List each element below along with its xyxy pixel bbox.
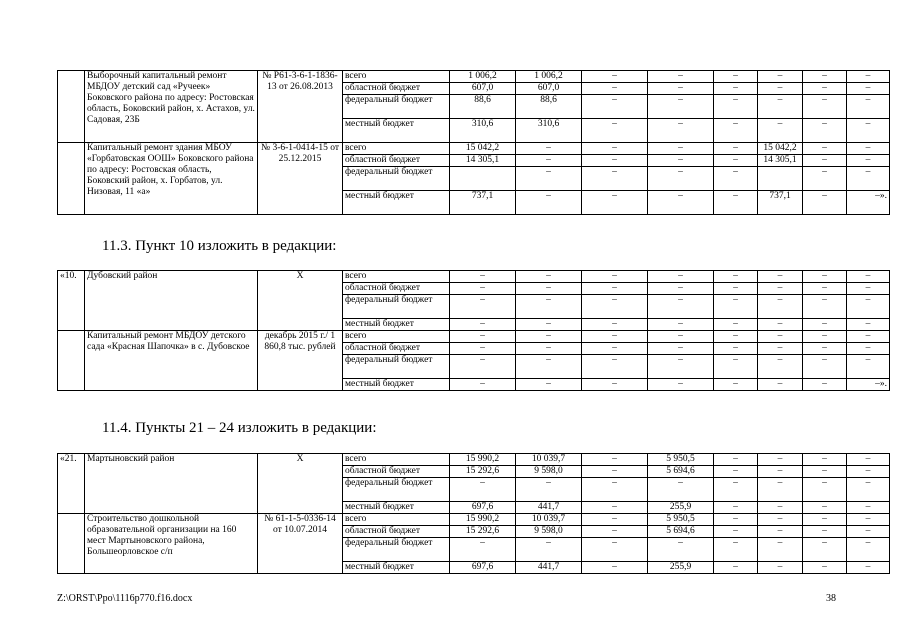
amount-cell: 607,0 — [516, 83, 582, 95]
item-number — [58, 143, 85, 215]
amount-cell: – — [714, 538, 758, 562]
amount-cell: – — [582, 155, 648, 167]
amount-cell: – — [803, 538, 847, 562]
amount-cell: – — [648, 538, 714, 562]
amount-cell: 5 950,5 — [648, 514, 714, 526]
amount-cell: – — [450, 331, 516, 343]
amount-cell: – — [803, 562, 847, 574]
funding-source-label: федеральный бюджет — [343, 478, 450, 502]
project-name: Строительство дошкольной образовательной организации на 160 мест Мартыновского района, Большеорловское с/п — [85, 514, 258, 574]
amount-cell: – — [758, 466, 803, 478]
project-name: Выборочный капитальный ремонт МБДОУ детский сад «Ручеек» Боковского района по адресу: Ростовская область, Боковский район, х. Астахов, ул. Садовая, 23Б — [85, 71, 258, 143]
funding-source-label: местный бюджет — [343, 562, 450, 574]
funding-source-label: местный бюджет — [343, 119, 450, 143]
amount-cell: – — [758, 538, 803, 562]
amount-cell: 10 039,7 — [516, 454, 582, 466]
project-code: Х — [258, 454, 343, 514]
funding-source-label: местный бюджет — [343, 502, 450, 514]
data-table-1 — [57, 70, 890, 215]
amount-cell: – — [803, 502, 847, 514]
funding-source-label: местный бюджет — [343, 319, 450, 331]
amount-cell: – — [714, 271, 758, 283]
amount-cell: – — [516, 295, 582, 319]
amount-cell: – — [803, 295, 847, 319]
amount-cell: 10 039,7 — [516, 514, 582, 526]
amount-cell: – — [648, 83, 714, 95]
amount-cell: – — [648, 295, 714, 319]
amount-cell: 5 694,6 — [648, 526, 714, 538]
amount-cell: 1 006,2 — [516, 71, 582, 83]
amount-cell: – — [714, 343, 758, 355]
amount-cell: – — [648, 319, 714, 331]
funding-source-label: федеральный бюджет — [343, 95, 450, 119]
amount-cell: – — [847, 526, 890, 538]
amount-cell — [758, 167, 803, 191]
item-number — [58, 331, 85, 391]
amount-cell: – — [714, 466, 758, 478]
item-number: «10. — [58, 271, 85, 331]
amount-cell: – — [758, 562, 803, 574]
table-row — [58, 454, 890, 466]
funding-source-label: федеральный бюджет — [343, 295, 450, 319]
amount-cell: – — [714, 379, 758, 391]
amount-cell: – — [582, 379, 648, 391]
amount-cell: – — [714, 143, 758, 155]
data-table-3 — [57, 453, 890, 574]
amount-cell: 9 598,0 — [516, 526, 582, 538]
amount-cell: – — [714, 119, 758, 143]
amount-cell: – — [758, 343, 803, 355]
amount-cell: – — [648, 95, 714, 119]
project-code: № 3-6-1-0414-15 от 25.12.2015 — [258, 143, 343, 215]
amount-cell: 441,7 — [516, 502, 582, 514]
section-heading-11-3: 11.3. Пункт 10 изложить в редакции: — [102, 238, 337, 254]
amount-cell: – — [758, 355, 803, 379]
amount-cell: – — [758, 295, 803, 319]
amount-cell: – — [847, 514, 890, 526]
project-code: № Р61-3-6-1-1836-13 от 26.08.2013 — [258, 71, 343, 143]
amount-cell: 737,1 — [450, 191, 516, 215]
amount-cell: 15 292,6 — [450, 526, 516, 538]
amount-cell: – — [847, 502, 890, 514]
table-row — [58, 514, 890, 526]
funding-source-label: областной бюджет — [343, 83, 450, 95]
amount-cell: –». — [847, 191, 890, 215]
amount-cell: 15 042,2 — [450, 143, 516, 155]
amount-cell: – — [582, 319, 648, 331]
funding-source-label: областной бюджет — [343, 466, 450, 478]
amount-cell: – — [803, 167, 847, 191]
amount-cell: – — [803, 71, 847, 83]
amount-cell: – — [582, 283, 648, 295]
amount-cell: – — [803, 454, 847, 466]
amount-cell: – — [450, 319, 516, 331]
funding-source-label: областной бюджет — [343, 155, 450, 167]
amount-cell: – — [758, 478, 803, 502]
amount-cell: – — [648, 71, 714, 83]
footer-page-number: 38 — [826, 593, 836, 604]
amount-cell: – — [803, 143, 847, 155]
amount-cell: – — [847, 319, 890, 331]
amount-cell: – — [516, 191, 582, 215]
amount-cell: 15 990,2 — [450, 454, 516, 466]
table-row — [58, 271, 890, 283]
amount-cell: – — [758, 71, 803, 83]
amount-cell: – — [516, 478, 582, 502]
amount-cell: – — [582, 119, 648, 143]
amount-cell: – — [803, 478, 847, 502]
amount-cell: – — [758, 502, 803, 514]
amount-cell: – — [648, 355, 714, 379]
amount-cell: – — [847, 71, 890, 83]
amount-cell: – — [714, 355, 758, 379]
amount-cell: – — [847, 343, 890, 355]
project-name: Капитальный ремонт МБДОУ детского сада «Красная Шапочка» в с. Дубовское — [85, 331, 258, 391]
amount-cell: – — [847, 295, 890, 319]
amount-cell: – — [847, 331, 890, 343]
amount-cell: – — [758, 271, 803, 283]
amount-cell: – — [516, 155, 582, 167]
table-row — [58, 143, 890, 155]
amount-cell: 255,9 — [648, 502, 714, 514]
funding-source-label: областной бюджет — [343, 343, 450, 355]
amount-cell: – — [758, 95, 803, 119]
amount-cell: – — [803, 466, 847, 478]
amount-cell: 15 990,2 — [450, 514, 516, 526]
amount-cell: – — [714, 514, 758, 526]
amount-cell: – — [847, 562, 890, 574]
amount-cell: – — [847, 95, 890, 119]
amount-cell: – — [582, 514, 648, 526]
amount-cell: 88,6 — [450, 95, 516, 119]
amount-cell: – — [714, 295, 758, 319]
amount-cell: 737,1 — [758, 191, 803, 215]
amount-cell: – — [803, 355, 847, 379]
amount-cell: 697,6 — [450, 502, 516, 514]
amount-cell: – — [758, 283, 803, 295]
amount-cell: – — [648, 191, 714, 215]
amount-cell: – — [714, 283, 758, 295]
amount-cell: – — [803, 271, 847, 283]
amount-cell: – — [758, 319, 803, 331]
amount-cell: – — [516, 538, 582, 562]
project-code: № 61-1-5-0336-14 от 10.07.2014 — [258, 514, 343, 574]
amount-cell: – — [758, 331, 803, 343]
amount-cell: – — [516, 319, 582, 331]
table-row — [58, 71, 890, 83]
amount-cell: – — [582, 167, 648, 191]
amount-cell: 310,6 — [450, 119, 516, 143]
amount-cell: – — [714, 95, 758, 119]
amount-cell: – — [803, 526, 847, 538]
amount-cell: – — [450, 355, 516, 379]
amount-cell: – — [847, 83, 890, 95]
amount-cell: – — [648, 379, 714, 391]
funding-source-label: местный бюджет — [343, 379, 450, 391]
funding-source-label: всего — [343, 271, 450, 283]
funding-source-label: федеральный бюджет — [343, 167, 450, 191]
funding-source-label: всего — [343, 71, 450, 83]
amount-cell: – — [714, 526, 758, 538]
amount-cell: – — [648, 143, 714, 155]
table-row — [58, 331, 890, 343]
funding-source-label: областной бюджет — [343, 283, 450, 295]
funding-source-label: местный бюджет — [343, 191, 450, 215]
project-code: Х — [258, 271, 343, 331]
amount-cell: – — [847, 119, 890, 143]
amount-cell: – — [516, 143, 582, 155]
amount-cell: – — [648, 283, 714, 295]
amount-cell: – — [803, 283, 847, 295]
amount-cell: – — [582, 71, 648, 83]
funding-source-label: всего — [343, 331, 450, 343]
amount-cell: – — [847, 466, 890, 478]
amount-cell: – — [714, 562, 758, 574]
amount-cell: – — [847, 143, 890, 155]
amount-cell: – — [714, 331, 758, 343]
amount-cell: – — [516, 343, 582, 355]
amount-cell: – — [803, 155, 847, 167]
amount-cell: – — [847, 167, 890, 191]
amount-cell: – — [714, 191, 758, 215]
amount-cell: 5 950,5 — [648, 454, 714, 466]
section-heading-11-4: 11.4. Пункты 21 – 24 изложить в редакции: — [102, 420, 377, 436]
amount-cell: – — [516, 355, 582, 379]
amount-cell: – — [803, 191, 847, 215]
amount-cell: – — [648, 155, 714, 167]
funding-source-label: федеральный бюджет — [343, 355, 450, 379]
amount-cell: – — [758, 514, 803, 526]
funding-source-label: всего — [343, 143, 450, 155]
project-name: Мартыновский район — [85, 454, 258, 514]
amount-cell: – — [582, 454, 648, 466]
amount-cell: – — [847, 271, 890, 283]
footer-file-path: Z:\ORST\Ppo\1116p770.f16.docx — [57, 593, 193, 604]
amount-cell: 5 694,6 — [648, 466, 714, 478]
amount-cell: – — [516, 167, 582, 191]
amount-cell: – — [714, 454, 758, 466]
funding-source-label: областной бюджет — [343, 526, 450, 538]
amount-cell: – — [758, 454, 803, 466]
amount-cell: – — [803, 83, 847, 95]
amount-cell: 9 598,0 — [516, 466, 582, 478]
amount-cell: 88,6 — [516, 95, 582, 119]
amount-cell: 607,0 — [450, 83, 516, 95]
amount-cell: – — [648, 119, 714, 143]
item-number: «21. — [58, 454, 85, 514]
project-name: Дубовский район — [85, 271, 258, 331]
amount-cell: – — [803, 514, 847, 526]
amount-cell: – — [847, 355, 890, 379]
amount-cell: – — [714, 83, 758, 95]
amount-cell: 441,7 — [516, 562, 582, 574]
amount-cell: – — [847, 538, 890, 562]
amount-cell: – — [516, 331, 582, 343]
amount-cell: – — [450, 538, 516, 562]
project-name: Капитальный ремонт здания МБОУ «Горбатовская ООШ» Боковского района по адресу: Ростовская область, Боковский район, х. Горбатов, ул. Низовая, 11 «а» — [85, 143, 258, 215]
amount-cell: – — [758, 379, 803, 391]
amount-cell: – — [803, 95, 847, 119]
amount-cell: – — [582, 343, 648, 355]
amount-cell: – — [758, 526, 803, 538]
amount-cell: – — [582, 143, 648, 155]
amount-cell: – — [758, 83, 803, 95]
amount-cell: – — [582, 83, 648, 95]
amount-cell: 255,9 — [648, 562, 714, 574]
amount-cell: 14 305,1 — [450, 155, 516, 167]
amount-cell: – — [582, 355, 648, 379]
amount-cell: – — [847, 478, 890, 502]
amount-cell: – — [714, 167, 758, 191]
project-code: декабрь 2015 г./ 1 860,8 тыс. рублей — [258, 331, 343, 391]
amount-cell: – — [582, 538, 648, 562]
amount-cell: – — [803, 331, 847, 343]
amount-cell: – — [516, 379, 582, 391]
amount-cell: – — [714, 478, 758, 502]
amount-cell: – — [803, 319, 847, 331]
amount-cell: – — [450, 283, 516, 295]
amount-cell: – — [582, 331, 648, 343]
amount-cell: – — [648, 343, 714, 355]
amount-cell: – — [582, 502, 648, 514]
amount-cell: 15 042,2 — [758, 143, 803, 155]
amount-cell: 310,6 — [516, 119, 582, 143]
amount-cell: – — [582, 526, 648, 538]
amount-cell: 14 305,1 — [758, 155, 803, 167]
amount-cell: – — [714, 155, 758, 167]
amount-cell: 15 292,6 — [450, 466, 516, 478]
amount-cell: – — [516, 271, 582, 283]
amount-cell: – — [758, 119, 803, 143]
amount-cell: – — [648, 271, 714, 283]
amount-cell — [450, 167, 516, 191]
amount-cell: – — [582, 478, 648, 502]
amount-cell: – — [648, 331, 714, 343]
amount-cell: –». — [847, 379, 890, 391]
amount-cell: – — [450, 271, 516, 283]
amount-cell: – — [450, 478, 516, 502]
amount-cell: – — [648, 478, 714, 502]
amount-cell: – — [582, 295, 648, 319]
amount-cell: – — [582, 271, 648, 283]
amount-cell: – — [450, 295, 516, 319]
amount-cell: – — [847, 283, 890, 295]
amount-cell: 697,6 — [450, 562, 516, 574]
amount-cell: – — [582, 95, 648, 119]
funding-source-label: федеральный бюджет — [343, 538, 450, 562]
amount-cell: – — [450, 379, 516, 391]
amount-cell: – — [847, 155, 890, 167]
amount-cell: – — [803, 343, 847, 355]
amount-cell: – — [582, 562, 648, 574]
amount-cell: – — [803, 119, 847, 143]
item-number — [58, 514, 85, 574]
item-number — [58, 71, 85, 143]
amount-cell: – — [847, 454, 890, 466]
funding-source-label: всего — [343, 454, 450, 466]
amount-cell: – — [714, 71, 758, 83]
amount-cell: – — [582, 466, 648, 478]
amount-cell: – — [450, 343, 516, 355]
amount-cell: – — [582, 191, 648, 215]
amount-cell: – — [714, 502, 758, 514]
funding-source-label: всего — [343, 514, 450, 526]
amount-cell: – — [648, 167, 714, 191]
amount-cell: – — [803, 379, 847, 391]
amount-cell: 1 006,2 — [450, 71, 516, 83]
amount-cell: – — [516, 283, 582, 295]
amount-cell: – — [714, 319, 758, 331]
data-table-2 — [57, 270, 890, 391]
